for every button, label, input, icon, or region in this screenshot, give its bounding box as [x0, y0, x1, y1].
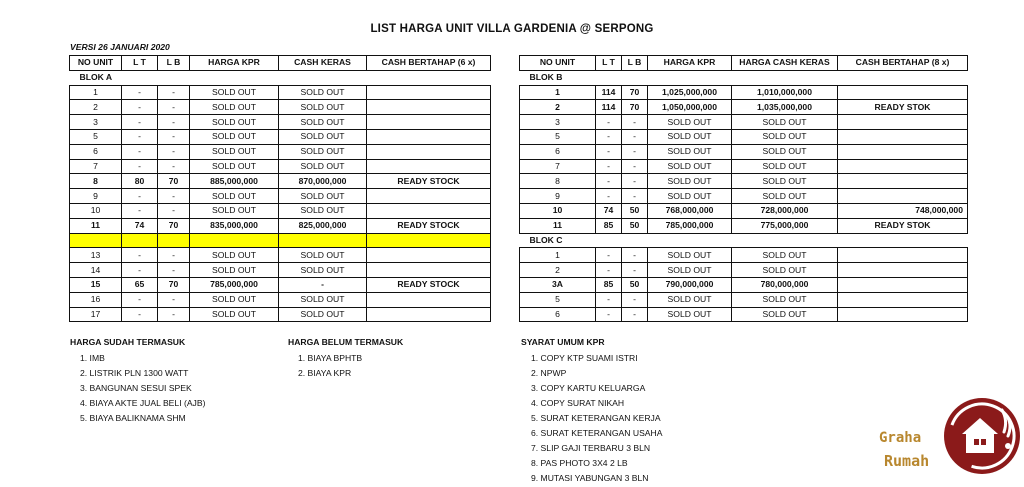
table-row: [520, 263, 968, 278]
table-cell: -: [122, 292, 158, 307]
table-row: [520, 85, 968, 100]
list-item: 3. BANGUNAN SESUI SPEK: [80, 383, 192, 393]
table-cell: [158, 233, 190, 248]
table-cell: 870,000,000: [279, 174, 367, 189]
table-cell: SOLD OUT: [648, 129, 732, 144]
table-cell: READY STOK: [838, 218, 968, 233]
table-row: [70, 115, 491, 130]
table-cell: SOLD OUT: [190, 307, 279, 322]
table-cell: -: [158, 307, 190, 322]
table-cell: SOLD OUT: [190, 129, 279, 144]
table-row: [70, 292, 491, 307]
table-cell: SOLD OUT: [648, 307, 732, 322]
table-cell: 728,000,000: [732, 203, 838, 218]
table-cell: 114: [596, 100, 622, 115]
section-heading: HARGA BELUM TERMASUK: [288, 337, 404, 347]
table-row: [520, 129, 968, 144]
table-cell: -: [622, 189, 648, 204]
blok-b-label: BLOK B: [520, 70, 968, 85]
list-item: 7. SLIP GAJI TERBARU 3 BLN: [531, 443, 651, 453]
table-cell: 2: [520, 100, 596, 115]
table-cell: -: [596, 292, 622, 307]
table-cell: READY STOCK: [367, 218, 491, 233]
table-cell: [367, 189, 491, 204]
table-cell: [367, 144, 491, 159]
list-item: 6. SURAT KETERANGAN USAHA: [531, 428, 663, 438]
table-cell: SOLD OUT: [732, 115, 838, 130]
page-title: LIST HARGA UNIT VILLA GARDENIA @ SERPONG: [370, 23, 654, 35]
table-cell: 74: [596, 203, 622, 218]
table-cell: -: [122, 189, 158, 204]
table-cell: SOLD OUT: [648, 144, 732, 159]
table-cell: -: [122, 263, 158, 278]
blok-c-label: BLOK C: [520, 233, 968, 248]
table-cell: SOLD OUT: [279, 189, 367, 204]
table-cell: SOLD OUT: [279, 144, 367, 159]
table-cell: 11: [70, 218, 122, 233]
table-cell: 1,010,000,000: [732, 85, 838, 100]
table-cell: 785,000,000: [648, 218, 732, 233]
table-cell: -: [622, 144, 648, 159]
table-cell: [838, 115, 968, 130]
list-item: 5. BIAYA BALIKNAMA SHM: [80, 413, 186, 423]
table-row: [70, 129, 491, 144]
table-cell: -: [622, 129, 648, 144]
blok-c-label-row: [520, 233, 968, 248]
table-cell: SOLD OUT: [279, 85, 367, 100]
table-cell: SOLD OUT: [190, 85, 279, 100]
table-row: [70, 203, 491, 218]
list-item: 1. BIAYA BPHTB: [298, 353, 363, 363]
table-cell: 785,000,000: [190, 277, 279, 292]
table-row: [70, 100, 491, 115]
table-cell: -: [622, 159, 648, 174]
table-cell: SOLD OUT: [732, 292, 838, 307]
table-row: [520, 218, 968, 233]
table-cell: [838, 307, 968, 322]
table-row: [520, 115, 968, 130]
table-cell: -: [158, 203, 190, 218]
table-cell: [838, 174, 968, 189]
blok-a-label: BLOK A: [70, 70, 491, 85]
table-cell: -: [596, 248, 622, 263]
table-cell: [367, 100, 491, 115]
table-cell: -: [122, 115, 158, 130]
table-cell: 6: [70, 144, 122, 159]
table-cell: 14: [70, 263, 122, 278]
list-item: 2. NPWP: [531, 368, 567, 378]
table-row: [70, 159, 491, 174]
table-cell: 790,000,000: [648, 277, 732, 292]
table-cell: SOLD OUT: [648, 263, 732, 278]
table-cell: 114: [596, 85, 622, 100]
table-cell: 5: [520, 129, 596, 144]
table-cell: READY STOCK: [367, 174, 491, 189]
logo-text-graha: Graha: [879, 430, 922, 446]
table-cell: 2: [520, 263, 596, 278]
table-cell: [367, 248, 491, 263]
list-item: 2. LISTRIK PLN 1300 WATT: [80, 368, 189, 378]
list-item: 1. COPY KTP SUAMI ISTRI: [531, 353, 638, 363]
table-row: [520, 100, 968, 115]
table-cell: -: [122, 129, 158, 144]
table-cell: -: [622, 248, 648, 263]
table-cell: 835,000,000: [190, 218, 279, 233]
table-cell: 885,000,000: [190, 174, 279, 189]
table-cell: [367, 159, 491, 174]
table-cell: [838, 159, 968, 174]
table-row: [70, 174, 491, 189]
table-cell: 7: [70, 159, 122, 174]
table-cell: -: [158, 115, 190, 130]
table-header-row: [520, 56, 968, 71]
table-cell: -: [122, 85, 158, 100]
table-cell: 6: [520, 307, 596, 322]
syarat-umum-kpr-section: [521, 337, 662, 487]
table-cell: 775,000,000: [732, 218, 838, 233]
table-cell: SOLD OUT: [190, 144, 279, 159]
table-cell: 10: [70, 203, 122, 218]
table-cell: [838, 263, 968, 278]
table-cell: 1,025,000,000: [648, 85, 732, 100]
table-cell: SOLD OUT: [190, 159, 279, 174]
table-cell: -: [622, 263, 648, 278]
table-cell: 11: [520, 218, 596, 233]
table-cell: 1: [520, 248, 596, 263]
table-cell: SOLD OUT: [279, 203, 367, 218]
logo-text-rumah: Rumah: [884, 452, 930, 470]
table-cell: SOLD OUT: [190, 203, 279, 218]
table-cell: [367, 233, 491, 248]
table-row: [70, 218, 491, 233]
table-cell: [367, 85, 491, 100]
table-cell: [190, 233, 279, 248]
table-cell: 70: [622, 100, 648, 115]
table-cell: [279, 233, 367, 248]
blok-a-price-table: [69, 55, 491, 322]
table-cell: -: [158, 263, 190, 278]
table-row: [520, 248, 968, 263]
table-cell: SOLD OUT: [648, 248, 732, 263]
table-row: [70, 307, 491, 322]
table-cell: SOLD OUT: [190, 248, 279, 263]
table-cell: 748,000,000: [838, 203, 968, 218]
table-cell: [838, 129, 968, 144]
table-cell: 13: [70, 248, 122, 263]
table-cell: -: [122, 144, 158, 159]
version-label: VERSI 26 JANUARI 2020: [70, 42, 170, 52]
table-cell: SOLD OUT: [279, 307, 367, 322]
table-cell: 9: [70, 189, 122, 204]
table-cell: SOLD OUT: [732, 263, 838, 278]
header-cash-bertahap: CASH BERTAHAP (8 x): [838, 56, 968, 71]
header-no-unit: NO UNIT: [520, 56, 596, 71]
table-cell: SOLD OUT: [190, 115, 279, 130]
table-cell: 70: [158, 277, 190, 292]
table-cell: SOLD OUT: [279, 263, 367, 278]
table-cell: -: [622, 174, 648, 189]
blok-b-label-row: [520, 70, 968, 85]
list-item: 4. COPY SURAT NIKAH: [531, 398, 625, 408]
table-row: [70, 277, 491, 292]
table-row: [70, 233, 491, 248]
list-item: 2. BIAYA KPR: [298, 368, 352, 378]
table-cell: 780,000,000: [732, 277, 838, 292]
blok-b-c-price-table: [519, 55, 968, 322]
table-cell: SOLD OUT: [648, 174, 732, 189]
table-cell: SOLD OUT: [732, 248, 838, 263]
table-cell: SOLD OUT: [279, 248, 367, 263]
table-cell: -: [596, 307, 622, 322]
table-cell: SOLD OUT: [732, 144, 838, 159]
blok-a-label-row: [70, 70, 491, 85]
table-cell: [838, 144, 968, 159]
header-lt: L T: [596, 56, 622, 71]
table-cell: -: [158, 189, 190, 204]
list-item: 8. PAS PHOTO 3X4 2 LB: [531, 458, 628, 468]
table-cell: 825,000,000: [279, 218, 367, 233]
table-cell: -: [622, 115, 648, 130]
table-cell: -: [596, 174, 622, 189]
table-cell: 3A: [520, 277, 596, 292]
table-cell: 50: [622, 218, 648, 233]
table-cell: 5: [520, 292, 596, 307]
table-cell: -: [596, 129, 622, 144]
header-harga-kpr: HARGA KPR: [648, 56, 732, 71]
table-cell: 16: [70, 292, 122, 307]
table-cell: -: [158, 144, 190, 159]
table-row: [520, 277, 968, 292]
header-lb: L B: [158, 56, 190, 71]
table-cell: 85: [596, 218, 622, 233]
table-cell: 17: [70, 307, 122, 322]
table-cell: SOLD OUT: [732, 307, 838, 322]
table-cell: SOLD OUT: [648, 159, 732, 174]
table-cell: SOLD OUT: [648, 115, 732, 130]
table-cell: [838, 189, 968, 204]
table-cell: 3: [70, 115, 122, 130]
header-lb: L B: [622, 56, 648, 71]
header-harga-cash-keras: HARGA CASH KERAS: [732, 56, 838, 71]
table-cell: [838, 277, 968, 292]
table-cell: 768,000,000: [648, 203, 732, 218]
table-cell: -: [122, 159, 158, 174]
table-cell: SOLD OUT: [648, 189, 732, 204]
table-row: [520, 189, 968, 204]
table-cell: 9: [520, 189, 596, 204]
table-cell: -: [596, 263, 622, 278]
table-cell: 7: [520, 159, 596, 174]
table-cell: 85: [596, 277, 622, 292]
table-cell: -: [158, 85, 190, 100]
table-cell: [122, 233, 158, 248]
table-cell: [838, 292, 968, 307]
table-row: [70, 85, 491, 100]
table-cell: -: [122, 100, 158, 115]
table-row: [520, 174, 968, 189]
table-cell: -: [596, 144, 622, 159]
table-cell: SOLD OUT: [732, 174, 838, 189]
table-cell: 80: [122, 174, 158, 189]
section-heading: SYARAT UMUM KPR: [521, 337, 605, 347]
table-cell: 3: [520, 115, 596, 130]
table-cell: READY STOCK: [367, 277, 491, 292]
header-harga-kpr: HARGA KPR: [190, 56, 279, 71]
table-cell: -: [158, 248, 190, 263]
table-cell: SOLD OUT: [190, 292, 279, 307]
section-heading: HARGA SUDAH TERMASUK: [70, 337, 186, 347]
table-cell: 70: [158, 218, 190, 233]
table-cell: 2: [70, 100, 122, 115]
table-cell: SOLD OUT: [732, 129, 838, 144]
table-cell: [367, 129, 491, 144]
table-row: [520, 292, 968, 307]
header-cash-bertahap: CASH BERTAHAP (6 x): [367, 56, 491, 71]
table-cell: 6: [520, 144, 596, 159]
header-lt: L T: [122, 56, 158, 71]
table-row: [520, 144, 968, 159]
table-cell: -: [158, 129, 190, 144]
table-cell: 70: [158, 174, 190, 189]
table-cell: 10: [520, 203, 596, 218]
table-row: [70, 144, 491, 159]
table-cell: 8: [520, 174, 596, 189]
table-row: [520, 307, 968, 322]
table-cell: 8: [70, 174, 122, 189]
table-cell: SOLD OUT: [190, 100, 279, 115]
table-cell: -: [158, 292, 190, 307]
table-row: [520, 203, 968, 218]
table-row: [70, 263, 491, 278]
harga-belum-termasuk-section: [288, 337, 403, 382]
table-cell: [367, 203, 491, 218]
table-cell: 50: [622, 203, 648, 218]
table-cell: 5: [70, 129, 122, 144]
table-cell: SOLD OUT: [279, 100, 367, 115]
table-cell: 15: [70, 277, 122, 292]
table-cell: SOLD OUT: [279, 115, 367, 130]
table-cell: -: [122, 307, 158, 322]
list-item: 4. BIAYA AKTE JUAL BELI (AJB): [80, 398, 206, 408]
table-cell: -: [622, 292, 648, 307]
list-item: 9. MUTASI YABUNGAN 3 BLN: [531, 473, 649, 483]
table-cell: SOLD OUT: [279, 292, 367, 307]
table-cell: 50: [622, 277, 648, 292]
list-item: 3. COPY KARTU KELUARGA: [531, 383, 646, 393]
table-row: [70, 189, 491, 204]
table-cell: 1: [70, 85, 122, 100]
table-cell: -: [622, 307, 648, 322]
table-cell: SOLD OUT: [279, 129, 367, 144]
table-cell: [70, 233, 122, 248]
table-cell: -: [279, 277, 367, 292]
table-cell: -: [596, 115, 622, 130]
list-item: 1. IMB: [80, 353, 105, 363]
graha-rumah-logo: [876, 396, 1024, 487]
table-cell: [838, 248, 968, 263]
table-cell: SOLD OUT: [732, 189, 838, 204]
table-cell: -: [122, 203, 158, 218]
table-cell: [367, 307, 491, 322]
table-cell: READY STOK: [838, 100, 968, 115]
table-cell: 74: [122, 218, 158, 233]
table-cell: 1,035,000,000: [732, 100, 838, 115]
table-cell: -: [596, 159, 622, 174]
table-cell: 1: [520, 85, 596, 100]
header-cash-keras: CASH KERAS: [279, 56, 367, 71]
list-item: 5. SURAT KETERANGAN KERJA: [531, 413, 661, 423]
table-row: [520, 159, 968, 174]
table-cell: -: [596, 189, 622, 204]
table-cell: SOLD OUT: [190, 189, 279, 204]
table-cell: 70: [622, 85, 648, 100]
table-cell: SOLD OUT: [190, 263, 279, 278]
table-cell: -: [122, 248, 158, 263]
table-cell: [838, 85, 968, 100]
harga-sudah-termasuk-section: [70, 337, 205, 427]
table-cell: [367, 263, 491, 278]
table-cell: [367, 115, 491, 130]
table-cell: SOLD OUT: [648, 292, 732, 307]
table-cell: -: [158, 100, 190, 115]
table-row: [70, 248, 491, 263]
table-cell: 65: [122, 277, 158, 292]
table-cell: [367, 292, 491, 307]
table-cell: -: [158, 159, 190, 174]
header-no-unit: NO UNIT: [70, 56, 122, 71]
table-header-row: [70, 56, 491, 71]
table-cell: SOLD OUT: [279, 159, 367, 174]
table-cell: 1,050,000,000: [648, 100, 732, 115]
table-cell: SOLD OUT: [732, 159, 838, 174]
